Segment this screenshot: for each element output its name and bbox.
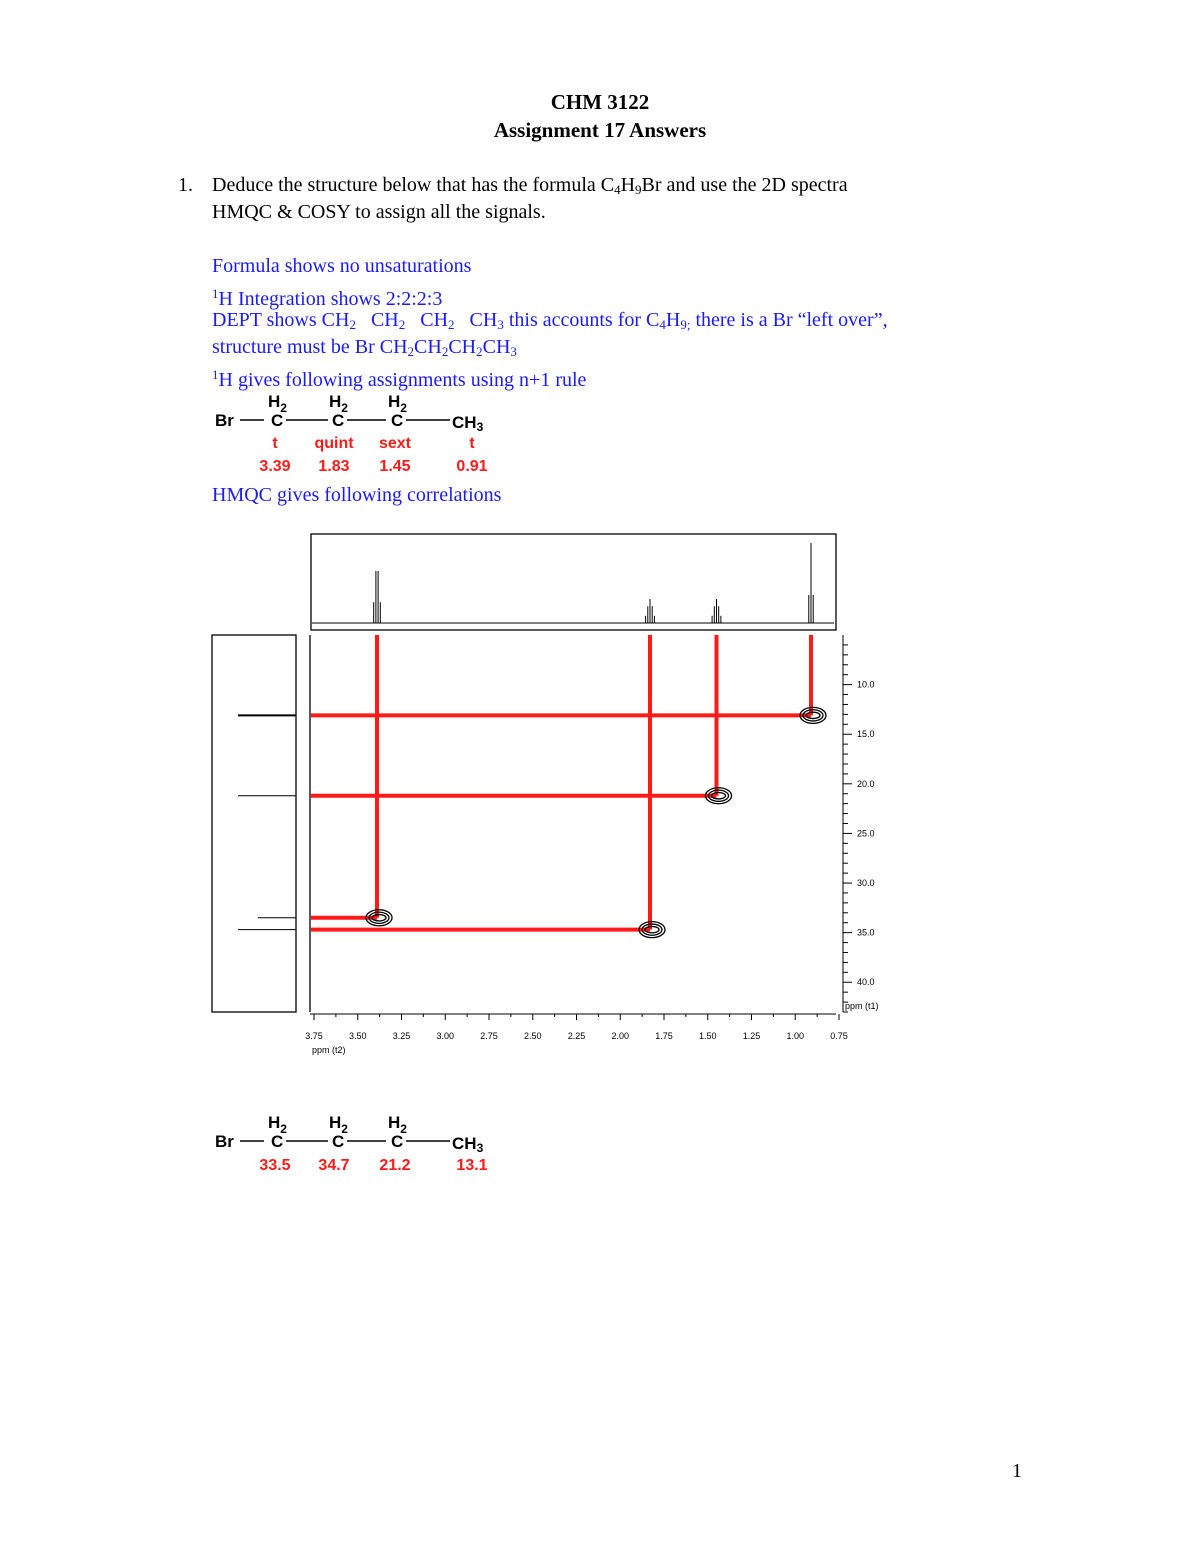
x-tick-label: 3.50 <box>348 1031 367 1041</box>
answer-structure-formula: structure must be Br $CH_2CH_2CH_2CH_3$ <box>212 336 517 359</box>
h1-projection-box <box>311 534 836 630</box>
page-number: 1 <box>1012 1460 1022 1482</box>
h2-label: $H_2$ <box>329 392 348 415</box>
br-label: Br <box>215 411 234 430</box>
ch3-label: CH3 <box>452 413 484 434</box>
question-line-1: Deduce the structure below that has the formula $C_4H_9Br$ and use the 2D spectra <box>212 174 848 197</box>
carbon-label: C <box>332 1132 345 1151</box>
structure-1h <box>200 390 520 480</box>
h2-label: $H_2$ <box>268 1113 287 1136</box>
c-shift-c3: 21.2 <box>379 1157 411 1174</box>
y-tick-label: 15.0 <box>857 729 875 740</box>
multiplicity-c1: t <box>272 435 278 452</box>
h-shift-c3: 1.45 <box>379 458 411 475</box>
y-tick-label: 25.0 <box>857 828 875 839</box>
x-tick-label: 3.75 <box>305 1031 323 1041</box>
x-tick-label: 1.00 <box>786 1031 805 1041</box>
c13-projection-box <box>212 635 296 1012</box>
h2-label: $H_2$ <box>329 1113 348 1136</box>
y-tick-label: 40.0 <box>857 977 875 988</box>
br-label: Br <box>215 1132 234 1151</box>
x-tick-label: 2.75 <box>480 1031 498 1041</box>
hmqc-spectrum <box>200 525 900 1065</box>
c-shift-c1: 33.5 <box>259 1157 291 1174</box>
x-tick-label: 2.00 <box>611 1031 630 1041</box>
multiplicity-c2: quint <box>314 435 354 452</box>
h-shift-c1: 3.39 <box>259 458 291 475</box>
structure-13c <box>200 1107 520 1177</box>
question-line-2: HMQC & COSY to assign all the signals. <box>212 201 546 223</box>
y-tick-label: 30.0 <box>857 878 875 889</box>
c-shift-c2: 34.7 <box>318 1157 350 1174</box>
x-tick-label: 2.25 <box>567 1031 586 1041</box>
x-tick-label: 0.75 <box>830 1031 848 1041</box>
y-tick-label: 20.0 <box>857 778 875 789</box>
x-tick-label: 1.25 <box>742 1031 761 1041</box>
h2-label: $H_2$ <box>268 392 287 415</box>
x-tick-label: 2.50 <box>523 1031 542 1041</box>
ch3-label: CH3 <box>452 1134 484 1155</box>
y-tick-label: 10.0 <box>857 679 875 690</box>
h2-label: $H_2$ <box>388 392 407 415</box>
answer-integration: $^1$H Integration shows 2:2:2:3 <box>212 286 443 310</box>
multiplicity-c3: sext <box>378 435 412 452</box>
x-tick-label: 1.75 <box>655 1031 673 1041</box>
y-tick-label: 35.0 <box>857 927 875 938</box>
course-title: CHM 3122 <box>550 90 650 114</box>
h2-label: $H_2$ <box>388 1113 407 1136</box>
answer-unsaturations: Formula shows no unsaturations <box>212 255 472 277</box>
carbon-label: C <box>332 411 345 430</box>
multiplicity-c4: t <box>469 435 475 452</box>
x-axis-label: ppm (t2) <box>312 1045 346 1055</box>
answer-dept: DEPT shows $CH_2$ $CH_2$ $CH_2$ $CH_3$ this accounts for $C_4H_{9;}$ there is a Br “left over”, <box>212 309 888 332</box>
h-shift-c4: 0.91 <box>456 458 488 475</box>
x-tick-label: 3.25 <box>392 1031 411 1041</box>
x-tick-label: 1.50 <box>698 1031 717 1041</box>
carbon-label: C <box>391 411 404 430</box>
answer-hmqc: HMQC gives following correlations <box>212 484 502 506</box>
question-number: 1. <box>178 174 193 196</box>
c-shift-c4: 13.1 <box>456 1157 488 1174</box>
carbon-label: C <box>271 411 284 430</box>
answer-n1-rule: $^1$H gives following assignments using n+1 rule <box>212 367 587 391</box>
assignment-title: Assignment 17 Answers <box>493 118 707 142</box>
y-axis-label: ppm (t1) <box>845 1001 879 1011</box>
carbon-label: C <box>391 1132 404 1151</box>
x-tick-label: 3.00 <box>436 1031 455 1041</box>
h-shift-c2: 1.83 <box>318 458 350 475</box>
carbon-label: C <box>271 1132 284 1151</box>
